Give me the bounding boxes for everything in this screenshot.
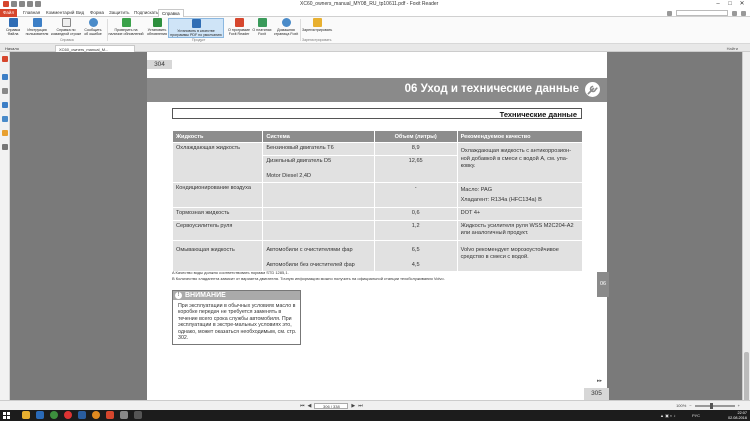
document-tabs — [0, 44, 750, 52]
chapter-side-tab: 06 — [597, 272, 609, 297]
group-label-product: Продукт — [192, 38, 206, 42]
opera-icon[interactable] — [64, 411, 72, 419]
cell-volume: 1,2 — [375, 221, 457, 240]
foxit-logo-icon — [235, 18, 244, 27]
app-icon[interactable] — [134, 411, 142, 419]
warning-title: ВНИМАНИЕ — [185, 292, 226, 299]
minimize-icon[interactable]: – — [716, 1, 720, 7]
warning-header — [173, 291, 300, 300]
title-bar — [0, 0, 750, 9]
table-row — [173, 221, 582, 240]
section-title-box — [172, 108, 582, 119]
cell-fluid: Омывающая жидкость — [173, 241, 262, 272]
table-header-row — [173, 131, 582, 142]
table-row — [173, 208, 582, 220]
last-page-icon[interactable]: ⏭ — [358, 403, 363, 409]
tab-view[interactable]: Вид — [76, 10, 85, 15]
cell-system: Дизельный двигатель D5 Motor Diesel 2,4D — [263, 156, 373, 183]
about-plugins-button[interactable]: О платинах Foxit — [249, 18, 275, 38]
word-icon[interactable] — [78, 411, 86, 419]
warning-text: При эксплуатации в обычных условиях масло в коробке передач не требуется заменять в течение всего срока службы автомобиля. При эксплуатации в экстре-мальных условиях это, однако, может оказаться необходимым, см. стр. 302. — [178, 303, 297, 342]
update-check-icon — [122, 18, 131, 27]
cell-volume: - — [375, 183, 457, 207]
search-area — [667, 10, 746, 16]
next-page-icon[interactable]: ▶ — [351, 403, 356, 409]
tab-protect[interactable]: Защитить — [109, 10, 130, 15]
cell-system: Бензиновый двигатель T6 — [263, 143, 373, 155]
print-icon[interactable] — [27, 1, 33, 7]
layers-icon[interactable] — [2, 130, 8, 136]
table-row — [173, 143, 582, 155]
next-arrows-icon: ▸▸ — [597, 378, 603, 384]
tab-file[interactable]: Файл — [0, 9, 17, 17]
vertical-scrollbar[interactable] — [742, 52, 750, 400]
report-bug-button[interactable]: Сообщить об ошибке — [80, 18, 106, 38]
prev-page-icon[interactable]: ◀ — [307, 403, 312, 409]
default-app-icon — [192, 19, 201, 28]
open-icon[interactable] — [11, 1, 17, 7]
tab-current-document[interactable]: XC60_owners_manual_M... — [55, 45, 135, 52]
pages-icon[interactable] — [2, 88, 8, 94]
cell-system — [263, 221, 373, 240]
cell-system: Автомобили с очистителями фар Автомобили без очистителей фар — [263, 241, 373, 272]
cell-fluid: Кондиционирование воздуха — [173, 183, 262, 207]
top-page-number: 304 — [147, 60, 172, 69]
navigation-panel — [0, 52, 10, 400]
section-title: Технические данные — [499, 110, 577, 119]
ribbon-tabs — [0, 9, 750, 17]
wrench-icon — [583, 80, 602, 99]
clock-date: 02.08.2016 — [727, 415, 747, 420]
bookmarks-icon[interactable] — [2, 74, 8, 80]
check-updates-button[interactable]: Проверить на наличие обновлений — [108, 18, 144, 38]
comments-icon[interactable] — [2, 102, 8, 108]
window-controls — [712, 0, 748, 8]
help-book-icon — [9, 18, 18, 27]
user-guide-icon — [33, 18, 42, 27]
close-icon[interactable]: ✕ — [739, 1, 745, 7]
cell-quality: Volvo рекомендует морозоустойчивое средство в смеси с водой. — [458, 241, 582, 272]
clock-time: 22:07 — [737, 411, 747, 415]
cell-quality: Жидкость усилителя руля WSS M2C204-A2 или аналогичный продукт. — [458, 221, 582, 240]
table-row — [173, 241, 582, 272]
cell-system — [263, 183, 373, 207]
maximize-icon[interactable]: □ — [728, 1, 732, 7]
search-input[interactable] — [676, 10, 728, 16]
chapter-title: 06 Уход и технические данные — [404, 83, 579, 95]
ribbon-separator — [300, 19, 301, 41]
header-volume: Объем (литры) — [375, 131, 457, 142]
quick-access-toolbar — [3, 1, 41, 7]
globe-icon — [282, 18, 291, 27]
bug-icon — [89, 18, 98, 27]
group-label-register: Зарегистрировать — [302, 38, 332, 42]
cell-fluid: Сервоусилитель руля — [173, 221, 262, 240]
user-icon[interactable] — [667, 11, 672, 16]
fluids-table — [172, 130, 583, 272]
cell-volume: 6,5 4,5 — [375, 241, 457, 272]
zoom-out-icon[interactable]: − — [689, 403, 692, 408]
warning-icon: ! — [175, 292, 182, 299]
zoom-slider[interactable] — [695, 405, 735, 407]
ie-icon[interactable] — [36, 411, 44, 419]
hand-tool-icon[interactable] — [2, 56, 8, 62]
find-label[interactable]: Найти — [726, 46, 738, 51]
start-button-icon[interactable] — [3, 412, 10, 419]
chapter-header — [147, 78, 607, 102]
header-quality: Рекомендуемое качество — [458, 131, 582, 142]
zoom-control — [676, 403, 740, 408]
register-icon — [313, 18, 322, 27]
cell-system — [263, 208, 373, 220]
tab-start[interactable]: Начало — [5, 46, 19, 51]
signatures-icon[interactable] — [2, 144, 8, 150]
cmdline-help-button[interactable]: Справка по командной строке — [51, 18, 81, 38]
cell-quality — [458, 143, 582, 182]
cmdline-icon — [62, 18, 71, 27]
settings-icon[interactable] — [741, 11, 746, 16]
footnote: B Количество хладагента зависит от варианта двигателя. Точную информацию можно получить на официальной станции техобслуживания Volvo. — [172, 276, 445, 281]
undo-icon[interactable] — [35, 1, 41, 7]
app-icon[interactable] — [120, 411, 128, 419]
foxit-task-icon[interactable] — [106, 411, 114, 419]
header-system: Система — [263, 131, 373, 142]
tab-comment[interactable]: Комментарий — [46, 10, 75, 15]
window-title: XC60_owners_manual_MY08_RU_tp10611.pdf - Foxit Reader — [300, 1, 439, 7]
cell-volume: 8,9 — [375, 143, 457, 155]
header-fluid: Жидкость — [173, 131, 262, 142]
search-icon[interactable] — [732, 11, 737, 16]
cell-volume: 0,6 — [375, 208, 457, 220]
install-updates-button[interactable]: Установить обновления — [144, 18, 170, 38]
zoom-value[interactable]: 100% — [676, 403, 687, 408]
cell-quality: Масло: PAG Хладагент: R134a (HFC134a) B — [458, 183, 582, 207]
cell-fluid: Тормозная жидкость — [173, 208, 262, 220]
footnote: A Качество воды должно соответствовать нормам STD 1285,1. — [172, 270, 289, 275]
tab-form[interactable]: Форма — [90, 10, 105, 15]
zoom-slider-knob[interactable] — [710, 403, 713, 409]
home-page-button[interactable]: Домашняя страница Foxit — [273, 18, 299, 38]
table-row — [173, 183, 582, 207]
bottom-page-number: 305 — [584, 388, 609, 400]
download-icon — [153, 18, 162, 27]
user-guide-button[interactable]: Инструкция пользователя — [24, 18, 50, 38]
clock[interactable] — [728, 411, 747, 420]
first-page-icon[interactable]: ⏮ — [300, 403, 305, 409]
page-navigation — [300, 403, 363, 409]
explorer-icon[interactable] — [22, 411, 30, 419]
zoom-in-icon[interactable]: + — [737, 403, 740, 408]
warning-box — [172, 290, 301, 345]
tab-help[interactable]: Справка — [158, 9, 184, 17]
tab-home[interactable]: Главная — [23, 10, 41, 15]
attachments-icon[interactable] — [2, 116, 8, 122]
cell-fluid: Охлаждающая жидкость — [173, 143, 262, 182]
about-button[interactable]: О программе Foxit Reader — [226, 18, 252, 38]
language-indicator[interactable]: РУС — [692, 413, 701, 418]
save-icon[interactable] — [19, 1, 25, 7]
register-button[interactable]: Зарегистрировать — [302, 18, 332, 38]
vlc-icon[interactable] — [92, 411, 100, 419]
coolant-quality-text: Охлаждающая жидкость с антикоррозион-ной добавкой в смеси с водой A, см. упа-ковку. — [460, 148, 572, 169]
page-indicator-input[interactable]: 306 / 338 — [314, 403, 348, 409]
tab-sign[interactable]: Подпискать — [134, 10, 159, 15]
status-bar — [0, 400, 750, 410]
help-file-button[interactable]: Справка Файла — [0, 18, 26, 38]
set-default-pdf-button[interactable]: Установить в качестве программы PDF по умолчанию — [168, 18, 224, 38]
tray-icons[interactable]: ▲ ▣ ◐ ♪ — [660, 413, 676, 418]
pdf-page — [147, 52, 607, 400]
cell-quality: DOT 4+ — [458, 208, 582, 220]
ribbon-panel — [0, 17, 750, 44]
app-icon — [3, 1, 9, 7]
chrome-icon[interactable] — [50, 411, 58, 419]
plugin-icon — [258, 18, 267, 27]
cell-volume: 12,65 — [375, 156, 457, 183]
windows-taskbar — [0, 410, 750, 421]
group-label-help: Справка — [60, 38, 74, 42]
